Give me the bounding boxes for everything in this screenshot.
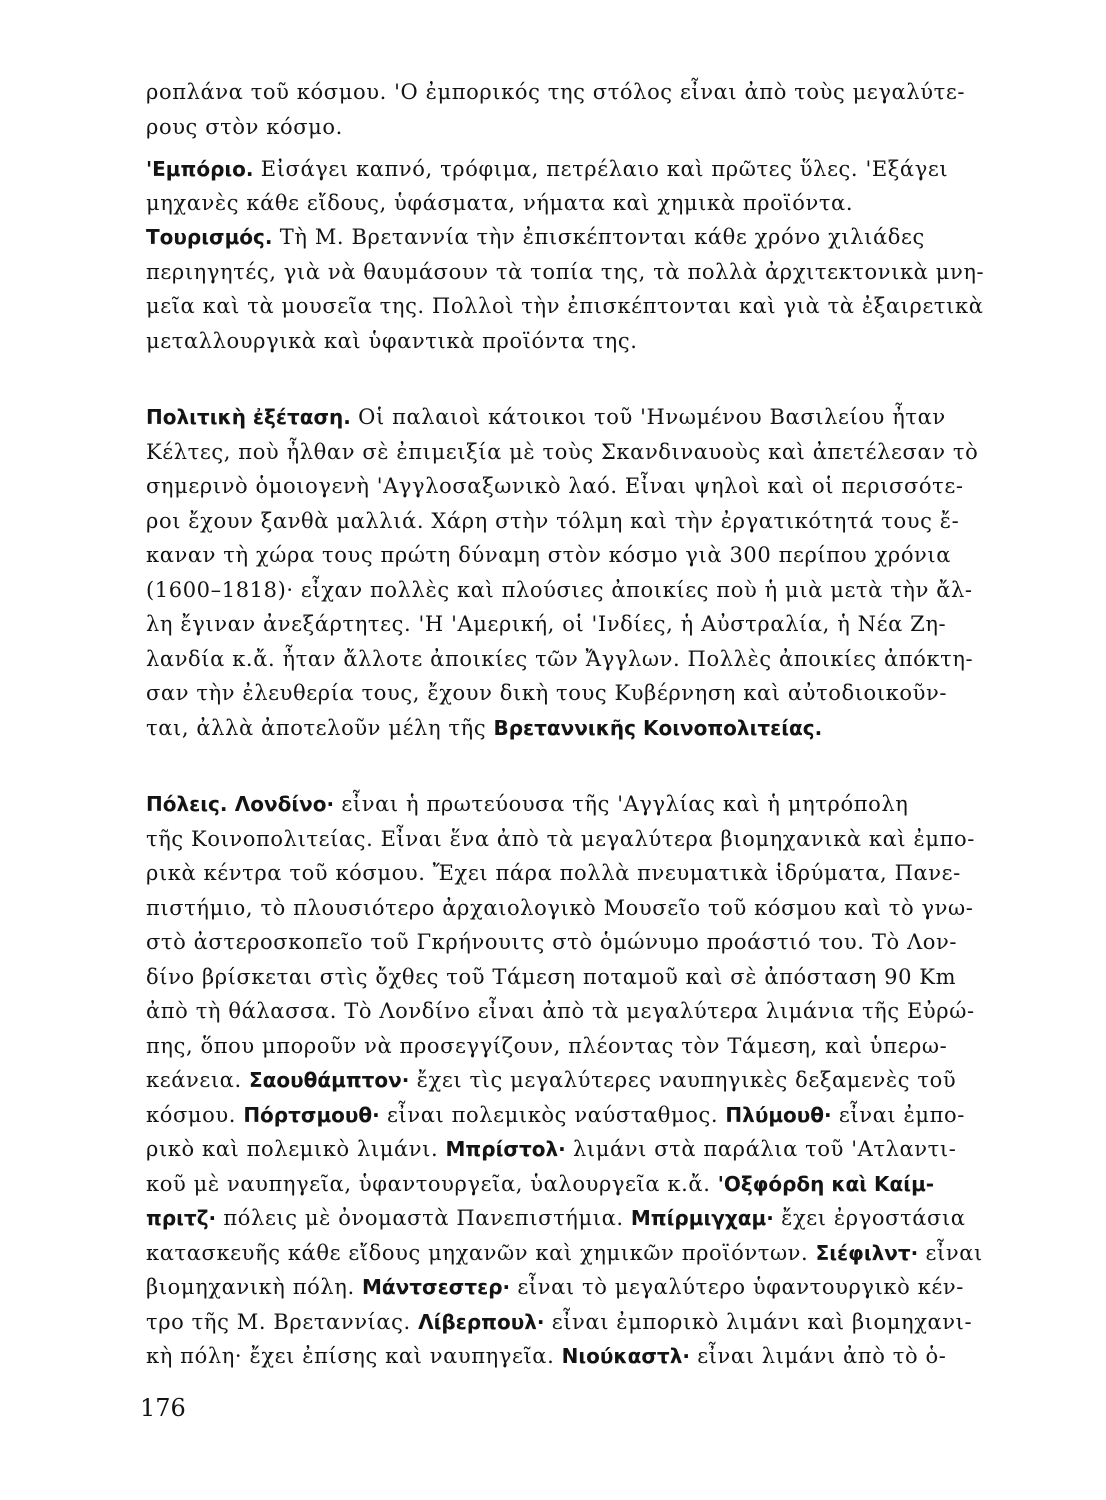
text-line bbox=[146, 645, 996, 674]
text-line bbox=[146, 258, 996, 287]
text-run: σαν τὴν ἐλευθερία τους, ἔχουν δικὴ τους Κυβέρνηση καὶ αὐτοδιοικοῦν- bbox=[146, 681, 948, 705]
text-run: ρικὰ κέντρα τοῦ κόσμου. Ἔχει πάρα πολλὰ πνευματικὰ ἱδρύματα, Πανε- bbox=[146, 861, 961, 885]
bold-term: Πολιτικὴ ἐξέταση. bbox=[146, 405, 351, 429]
text-run: ἔχει ἐργοστάσια bbox=[773, 1206, 966, 1230]
bold-term: 'Οξφόρδη καὶ Καίμ- bbox=[717, 1172, 935, 1196]
text-run: ροπλάνα τοῦ κόσμου. 'Ο ἐμπορικός της στόλος εἶναι ἀπὸ τοὺς μεγαλύτε- bbox=[146, 80, 966, 104]
text-run: πιστήμιο, τὸ πλουσιότερο ἀρχαιολογικὸ Μουσεῖο τοῦ κόσμου καὶ τὸ γνω- bbox=[146, 896, 974, 920]
text-line bbox=[146, 1170, 996, 1199]
bold-term: Σιέφιλντ· bbox=[815, 1241, 919, 1265]
bold-term: Λονδίνο· bbox=[234, 792, 335, 816]
text-run: κεάνεια. bbox=[146, 1068, 249, 1092]
text-line bbox=[146, 1204, 996, 1233]
bold-term: Σαουθάμπτον· bbox=[249, 1068, 410, 1092]
text-line bbox=[146, 1239, 996, 1268]
text-line bbox=[146, 894, 996, 923]
bold-term: Πόρτσμουθ· bbox=[243, 1103, 380, 1127]
text-line bbox=[146, 1135, 996, 1164]
text-line bbox=[146, 610, 996, 639]
text-line bbox=[146, 327, 996, 356]
text-run: δίνο βρίσκεται στὶς ὄχθες τοῦ Τάμεση ποταμοῦ καὶ σὲ ἀπόσταση 90 Km bbox=[146, 965, 957, 989]
text-line bbox=[146, 113, 996, 142]
text-run: λη ἔγιναν ἀνεξάρτητες. 'Η 'Αμερική, οἱ 'Ινδίες, ἡ Αὐστραλία, ἡ Νέα Ζη- bbox=[146, 612, 947, 636]
bold-term: Μάντσεστερ· bbox=[362, 1275, 511, 1299]
text-run: σημερινὸ ὁμοιογενὴ 'Αγγλοσαξωνικὸ λαό. Εἶναι ψηλοὶ καὶ οἱ περισσότε- bbox=[146, 474, 964, 498]
text-run: εἶναι ἐμπο- bbox=[831, 1103, 965, 1127]
text-line bbox=[146, 1101, 996, 1130]
text-run: εἶναι bbox=[918, 1241, 983, 1265]
text-line bbox=[146, 790, 996, 819]
bold-term: Πόλεις. bbox=[146, 792, 228, 816]
text-run: ρους στὸν κόσμο. bbox=[146, 115, 343, 139]
text-run: ἀπὸ τὴ θάλασσα. Τὸ Λονδίνο εἶναι ἀπὸ τὰ μεγαλύτερα λιμάνια τῆς Εὐρώ- bbox=[146, 999, 975, 1023]
text-line bbox=[146, 825, 996, 854]
bold-term: Βρεταννικῆς Κοινοπολιτείας. bbox=[493, 716, 823, 740]
text-line bbox=[146, 679, 996, 708]
text-line bbox=[146, 541, 996, 570]
page-number: 176 bbox=[140, 1394, 186, 1422]
text-line bbox=[146, 472, 996, 501]
text-run: εἶναι τὸ μεγαλύτερο ὑφαντουργικὸ κέν- bbox=[510, 1275, 964, 1299]
bold-term: Μπρίστολ· bbox=[445, 1137, 566, 1161]
text-run: κόσμου. bbox=[146, 1103, 244, 1127]
text-line bbox=[146, 1273, 996, 1302]
text-line bbox=[146, 1066, 996, 1095]
text-line bbox=[146, 928, 996, 957]
text-run: τρο τῆς Μ. Βρεταννίας. bbox=[146, 1310, 419, 1334]
text-line bbox=[146, 292, 996, 321]
text-line bbox=[146, 714, 996, 743]
text-run: βιομηχανικὴ πόλη. bbox=[146, 1275, 363, 1299]
bold-term: πριτζ· bbox=[146, 1206, 217, 1230]
text-run: μεταλλουργικὰ καὶ ὑφαντικὰ προϊόντα της. bbox=[146, 329, 638, 353]
text-run: Τὴ Μ. Βρεταννία τὴν ἐπισκέπτονται κάθε χρόνο χιλιάδες bbox=[272, 225, 925, 249]
text-line bbox=[146, 507, 996, 536]
text-run: εἶναι ἡ πρωτεύουσα τῆς 'Αγγλίας καὶ ἡ μητρόπολη bbox=[334, 792, 909, 816]
text-run: κὴ πόλη· ἔχει ἐπίσης καὶ ναυπηγεῖα. bbox=[146, 1344, 562, 1368]
text-line bbox=[146, 223, 996, 252]
text-run: ροι ἔχουν ξανθὰ μαλλιά. Χάρη στὴν τόλμη καὶ τὴν ἐργατικότητά τους ἔ- bbox=[146, 509, 960, 533]
text-line bbox=[146, 1308, 996, 1337]
text-run: κατασκευῆς κάθε εἴδους μηχανῶν καὶ χημικῶν προϊόντων. bbox=[146, 1241, 816, 1265]
text-run: τῆς Κοινοπολιτείας. Εἶναι ἕνα ἀπὸ τὰ μεγαλύτερα βιομηχανικὰ καὶ ἐμπο- bbox=[146, 827, 975, 851]
bold-term: 'Εμπόριο. bbox=[146, 157, 254, 181]
text-run: Κέλτες, ποὺ ἦλθαν σὲ ἐπιμειξία μὲ τοὺς Σκανδιναυοὺς καὶ ἀπετέλεσαν τὸ bbox=[146, 440, 979, 464]
bold-term: Νιούκαστλ· bbox=[561, 1344, 690, 1368]
text-line bbox=[146, 189, 996, 218]
text-line bbox=[146, 997, 996, 1026]
text-run: πης, ὅπου μποροῦν νὰ προσεγγίζουν, πλέοντας τὸν Τάμεση, καὶ ὑπερω- bbox=[146, 1034, 948, 1058]
text-line bbox=[146, 859, 996, 888]
text-run: ται, ἀλλὰ ἀποτελοῦν μέλη τῆς bbox=[146, 716, 494, 740]
text-line bbox=[146, 1032, 996, 1061]
text-run: λιμάνι στὰ παράλια τοῦ 'Ατλαντι- bbox=[565, 1137, 957, 1161]
text-run: Εἰσάγει καπνό, τρόφιμα, πετρέλαιο καὶ πρῶτες ὕλες. 'Εξάγει bbox=[253, 157, 949, 181]
text-run: (1600–1818)· εἶχαν πολλὲς καὶ πλούσιες ἀποικίες ποὺ ἡ μιὰ μετὰ τὴν ἄλ- bbox=[146, 578, 973, 602]
text-run: εἶναι ἐμπορικὸ λιμάνι καὶ βιομηχανι- bbox=[544, 1310, 973, 1334]
text-run: ρικὸ καὶ πολεμικὸ λιμάνι. bbox=[146, 1137, 446, 1161]
text-run: κοῦ μὲ ναυπηγεῖα, ὑφαντουργεῖα, ὑαλουργεῖα κ.ἄ. bbox=[146, 1172, 718, 1196]
text-run: μεῖα καὶ τὰ μουσεῖα της. Πολλοὶ τὴν ἐπισκέπτονται καὶ γιὰ τὰ ἐξαιρετικὰ bbox=[146, 294, 984, 318]
text-line bbox=[146, 1342, 996, 1371]
text-line bbox=[146, 155, 996, 184]
text-line bbox=[146, 576, 996, 605]
text-run: λανδία κ.ἄ. ἦταν ἄλλοτε ἀποικίες τῶν Ἄγγλων. Πολλὲς ἀποικίες ἀπόκτη- bbox=[146, 647, 974, 671]
text-run: ἔχει τὶς μεγαλύτερες ναυπηγικὲς δεξαμενὲς τοῦ bbox=[409, 1068, 957, 1092]
text-run: περιηγητές, γιὰ νὰ θαυμάσουν τὰ τοπία της, τὰ πολλὰ ἀρχιτεκτονικὰ μνη- bbox=[146, 260, 985, 284]
text-run: μηχανὲς κάθε εἴδους, ὑφάσματα, νήματα καὶ χημικὰ προϊόντα. bbox=[146, 191, 854, 215]
text-line bbox=[146, 963, 996, 992]
bold-term: Πλύμουθ· bbox=[725, 1103, 832, 1127]
text-run: καναν τὴ χώρα τους πρώτη δύναμη στὸν κόσμο γιὰ 300 περίπου χρόνια bbox=[146, 543, 952, 567]
text-line bbox=[146, 78, 996, 107]
text-run: εἶναι πολεμικὸς ναύσταθμος. bbox=[379, 1103, 726, 1127]
bold-term: Λίβερπουλ· bbox=[418, 1310, 545, 1334]
text-run: εἶναι λιμάνι ἀπὸ τὸ ὁ- bbox=[689, 1344, 947, 1368]
text-run: πόλεις μὲ ὀνομαστὰ Πανεπιστήμια. bbox=[216, 1206, 631, 1230]
text-line bbox=[146, 438, 996, 467]
text-line bbox=[146, 403, 996, 432]
bold-term: Τουρισμός. bbox=[146, 225, 273, 249]
text-run: Οἱ παλαιοὶ κάτοικοι τοῦ 'Ηνωμένου Βασιλείου ἦταν bbox=[350, 405, 946, 429]
text-run: στὸ ἀστεροσκοπεῖο τοῦ Γκρήνουιτς στὸ ὁμώνυμο προάστιό του. Τὸ Λον- bbox=[146, 930, 958, 954]
text-run bbox=[228, 792, 235, 816]
bold-term: Μπίρμιγχαμ· bbox=[630, 1206, 774, 1230]
